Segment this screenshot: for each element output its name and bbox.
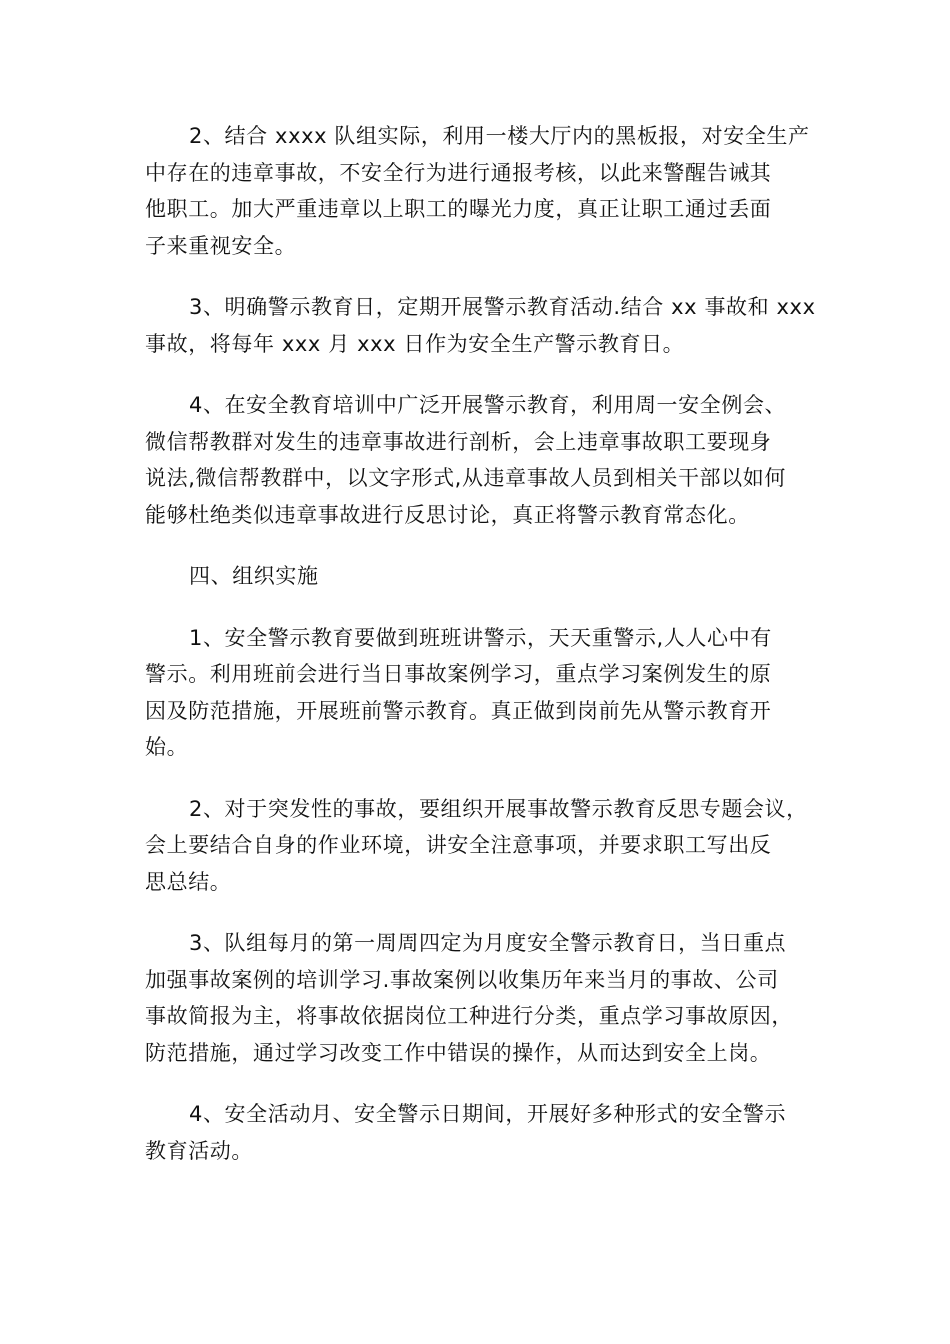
text-line: 会上要结合自身的作业环境，讲安全注意事项，并要求职工写出反	[145, 833, 772, 857]
text-line: 加强事故案例的培训学习.事故案例以收集历年来当月的事故、公司	[145, 967, 779, 992]
text-line: 3、队组每月的第一周周四定为月度安全警示教育日，当日重点	[189, 931, 787, 955]
text-line: 2、结合 xxxx 队组实际，利用一楼大厅内的黑板报，对安全生产	[189, 124, 810, 148]
text-line: 4、在安全教育培训中广泛开展警示教育，利用周一安全例会、	[189, 393, 787, 417]
text-line: 事故简报为主，将事故依据岗位工种进行分类，重点学习事故原因，	[145, 1004, 793, 1028]
section-heading: 四、组织实施	[189, 564, 319, 588]
paragraph-item-4-activity-month	[145, 1096, 815, 1169]
text-line: 因及防范措施，开展班前警示教育。真正做到岗前先从警示教育开	[145, 698, 772, 723]
paragraph-item-3-monthly-day	[145, 925, 815, 1071]
text-line: 2、对于突发性的事故，要组织开展事故警示教育反思专题会议，	[189, 796, 808, 821]
text-line: 说法,微信帮教群中，以文字形式,从违章事故人员到相关干部以如何	[145, 466, 786, 490]
paragraph-item-2-sudden-accident	[145, 791, 815, 901]
text-line: 子来重视安全。	[145, 233, 297, 258]
text-line: 他职工。加大严重违章以上职工的曝光力度，真正让职工通过丢面	[145, 197, 772, 221]
document-body	[145, 118, 815, 1194]
text-line: 微信帮教群对发生的违章事故进行剖析，会上违章事故职工要现身	[145, 429, 772, 454]
text-line: 思总结。	[145, 869, 232, 894]
text-line: 始。	[145, 735, 189, 759]
paragraph-item-2-blackboard	[145, 118, 815, 264]
text-line: 1、安全警示教育要做到班班讲警示，天天重警示,人人心中有	[189, 625, 772, 650]
paragraph-item-3-warning-day	[145, 289, 815, 362]
text-line: 中存在的违章事故，不安全行为进行通报考核，以此来警醒告诫其	[145, 160, 772, 185]
text-line: 事故，将每年 xxx 月 xxx 日作为安全生产警示教育日。	[145, 331, 685, 356]
text-line: 4、安全活动月、安全警示日期间，开展好多种形式的安全警示	[189, 1102, 787, 1126]
text-line: 3、明确警示教育日，定期开展警示教育活动.结合 xx 事故和 xxx	[189, 295, 816, 319]
text-line: 能够杜绝类似违章事故进行反思讨论，真正将警示教育常态化。	[145, 502, 750, 527]
text-line: 教育活动。	[145, 1138, 253, 1163]
paragraph-item-1-shift-warning	[145, 620, 815, 766]
text-line: 警示。利用班前会进行当日事故案例学习，重点学习案例发生的原	[145, 662, 772, 686]
text-line: 防范措施，通过学习改变工作中错误的操作，从而达到安全上岗。	[145, 1040, 772, 1065]
paragraph-item-4-training	[145, 387, 815, 533]
